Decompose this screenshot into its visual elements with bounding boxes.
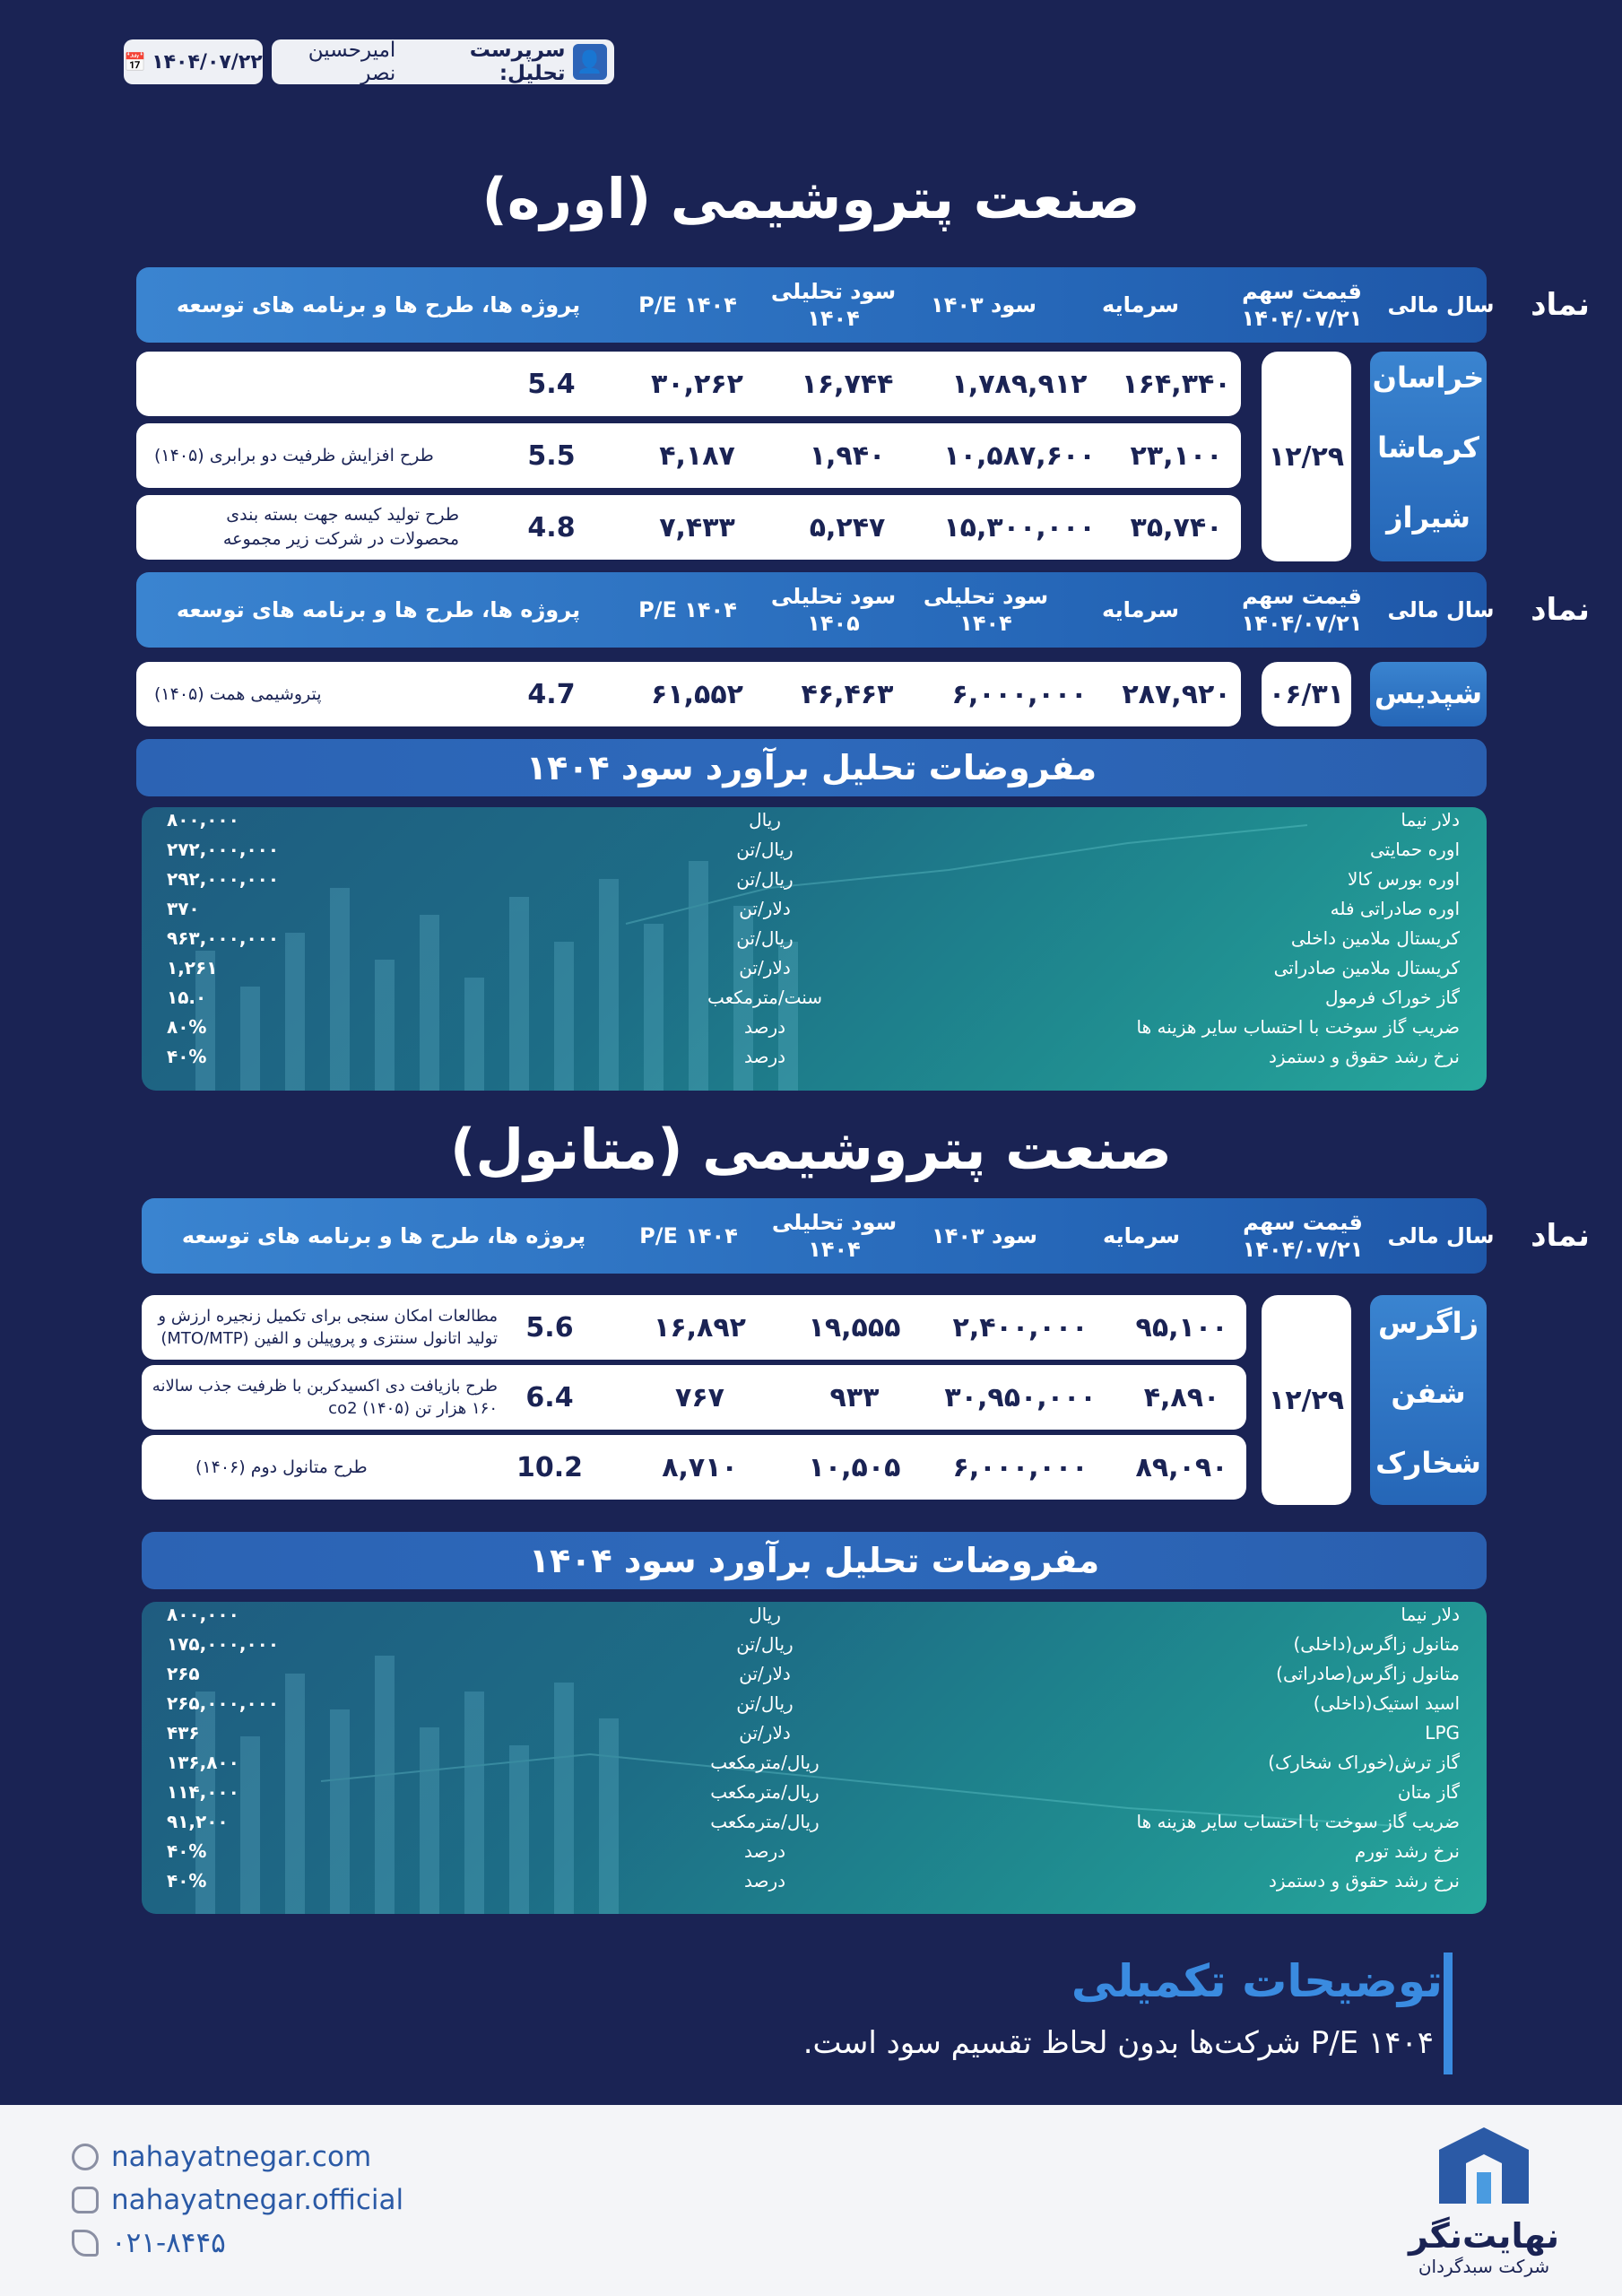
assumption-value: ۴۰% [167, 1870, 207, 1892]
header-price: قیمت سهم ۱۴۰۴/۰۷/۲۱ [1242, 1210, 1364, 1262]
section1-fiscal-year: ۱۲/۲۹ [1262, 352, 1351, 561]
section2-title: صنعت پتروشیمی (متانول) [450, 1117, 1172, 1182]
assumption-row [142, 1811, 1487, 1840]
header-price: قیمت سهم ۱۴۰۴/۰۷/۲۱ [1241, 279, 1363, 331]
header-fiscal-year: سال مالی [1387, 597, 1495, 622]
brand-subtitle: شرکت سبدگردان [1418, 2256, 1550, 2277]
globe-icon [72, 2144, 99, 2170]
header-namad: نماد [1531, 1217, 1590, 1254]
assumption-value: ۸۰۰,۰۰۰ [167, 809, 239, 831]
cell-price: ۳۵,۷۴۰ [1130, 511, 1223, 544]
assumption-unit: ریال/تن [736, 1633, 794, 1655]
cell-projects [154, 352, 459, 416]
assumption-label: اوره حمایتی [1370, 839, 1460, 860]
cell-pe: 10.2 [516, 1451, 584, 1483]
assumption-unit: ریال/تن [736, 839, 794, 860]
cell-pe: 4.8 [527, 511, 576, 544]
brand-name: نهایت‌نگر [1408, 2216, 1560, 2256]
assumption-unit: ریال/مترمکعب [710, 1752, 820, 1773]
assumption-value: ۹۱,۲۰۰ [167, 1811, 229, 1832]
cell-projects: طرح تولید کیسه جهت بسته بندی محصولات در شرکت زیر مجموعه [222, 505, 459, 549]
cell-capital: ۳۰,۹۵۰,۰۰۰ [944, 1381, 1097, 1413]
header-profit-1404: سود تحلیلی ۱۴۰۴ [771, 1210, 898, 1262]
header-pe: P/E ۱۴۰۴ [638, 292, 737, 317]
person-icon: 👤 [573, 44, 607, 80]
cell-price: ۲۳,۱۰۰ [1130, 439, 1223, 472]
section2-namad-column [1370, 1295, 1487, 1505]
header-profit-1403: سود ۱۴۰۳ [931, 292, 1037, 317]
header-profit-1404: سود تحلیلی ۱۴۰۴ [770, 279, 897, 331]
assumption-label: کریستال ملامین صادراتی [1273, 957, 1460, 978]
header-namad: نماد [1531, 591, 1590, 628]
header-profit-1404: سود تحلیلی ۱۴۰۴ [923, 584, 1049, 636]
namad-shafan: شفن [1391, 1376, 1466, 1410]
assumption-unit: دلار/تن [739, 957, 791, 978]
table-row [142, 1365, 1246, 1430]
cell-pe: 5.4 [527, 368, 576, 400]
assumption-label: نرخ رشد حقوق و دستمزد [1268, 1046, 1460, 1067]
assumption-label: نرخ رشد حقوق و دستمزد [1268, 1870, 1460, 1892]
shepdis-fiscal-year: ۰۶/۳۱ [1262, 662, 1351, 726]
cell-capital: ۱۰,۵۸۷,۶۰۰ [943, 439, 1096, 472]
cell-capital: ۲,۴۰۰,۰۰۰ [952, 1311, 1089, 1344]
assumption-label: متانول زاگرس(صادراتی) [1276, 1663, 1460, 1684]
assumption-row [142, 1016, 1487, 1046]
assumption-unit: دلار/تن [739, 1663, 791, 1684]
assumption-unit: دلار/تن [739, 898, 791, 919]
assumption-value: ۱۷۵,۰۰۰,۰۰۰ [167, 1633, 280, 1655]
cell-profit-1403: ۵,۲۴۷ [809, 511, 886, 544]
assumption-unit: ریال [749, 809, 781, 831]
footer [0, 2105, 1622, 2296]
section1-title: صنعت پتروشیمی (اوره) [481, 166, 1141, 231]
namad-shepdis: شپدیس [1374, 676, 1483, 710]
cell-projects: طرح متانول دوم (۱۴۰۶) [195, 1457, 368, 1477]
assumption-value: ۲۷۲,۰۰۰,۰۰۰ [167, 839, 280, 860]
header-capital: سرمایه [1102, 292, 1179, 317]
assumption-unit: دلار/تن [739, 1722, 791, 1744]
section2-assumptions-title: مفروضات تحلیل برآورد سود ۱۴۰۴ [142, 1532, 1487, 1589]
cell-projects: مطالعات امکان سنجی برای تکمیل زنجیره ارزش و تولید اتانول سنتزی و پروپیلن و الفین (MTO/MTP) [158, 1306, 498, 1348]
header-profit-1405: سود تحلیلی ۱۴۰۵ [770, 584, 897, 636]
assumption-label: گاز خوراک فرمول [1325, 987, 1460, 1008]
instagram-icon [72, 2187, 99, 2213]
report-date: ۱۴۰۴/۰۷/۲۲ [152, 50, 263, 74]
assumption-row [142, 927, 1487, 957]
assumption-row [142, 839, 1487, 868]
assumption-label: ضریب گاز سوخت با احتساب سایر هزینه ها [1136, 1811, 1460, 1832]
section1-assumptions-title: مفروضات تحلیل برآورد سود ۱۴۰۴ [136, 739, 1487, 796]
section2-table-header [142, 1198, 1590, 1274]
assumption-value: ۸۰۰,۰۰۰ [167, 1604, 239, 1625]
header-capital: سرمایه [1103, 1223, 1180, 1248]
website-text[interactable]: nahayatnegar.com [111, 2141, 372, 2173]
assumption-row [142, 868, 1487, 898]
assumption-row [142, 1840, 1487, 1870]
assumption-row [142, 1633, 1487, 1663]
header-projects: پروژه ها، طرح ها و برنامه های توسعه [176, 597, 581, 622]
assumption-value: ۱,۲۶۱ [167, 957, 218, 978]
assumption-label: ضریب گاز سوخت با احتساب سایر هزینه ها [1136, 1016, 1460, 1038]
notes-title: توضیحات تکمیلی [1071, 1955, 1443, 2007]
assumption-row [142, 898, 1487, 927]
header-capital: سرمایه [1102, 597, 1179, 622]
assumption-value: ۲۶۵ [167, 1663, 200, 1684]
phone-text[interactable]: ۰۲۱-۸۴۴۵ [111, 2227, 226, 2259]
date-box [124, 39, 263, 84]
header-projects: پروژه ها، طرح ها و برنامه های توسعه [181, 1223, 586, 1248]
assumption-row [142, 1663, 1487, 1692]
namad-shkharak: شخارک [1375, 1446, 1481, 1480]
assumption-label: نرخ رشد تورم [1354, 1840, 1460, 1862]
table-row [136, 352, 1241, 416]
assumption-row [142, 1604, 1487, 1633]
assumption-unit: درصد [743, 1046, 786, 1067]
section1-table-header [136, 267, 1590, 343]
assumption-value: ۲۶۵,۰۰۰,۰۰۰ [167, 1692, 280, 1714]
section1-assumptions-box [142, 807, 1487, 1091]
cell-profit-1404: ۷,۴۳۳ [659, 511, 735, 544]
cell-capital: ۶,۰۰۰,۰۰۰ [951, 678, 1088, 710]
header-pe: P/E ۱۴۰۴ [639, 1223, 738, 1248]
section1-namad-column [1370, 352, 1487, 561]
assumption-row [142, 1692, 1487, 1722]
assumption-value: ۴۰% [167, 1840, 207, 1862]
cell-price: ۴,۸۹۰ [1143, 1381, 1220, 1413]
assumption-row [142, 1870, 1487, 1900]
assumption-value: ۲۹۲,۰۰۰,۰۰۰ [167, 868, 280, 890]
assumption-label: اوره بورس کالا [1347, 868, 1460, 890]
assumption-label: دلار نیما [1401, 1604, 1460, 1625]
assumption-value: ۱۵.۰ [167, 987, 207, 1008]
cell-pe: 6.4 [525, 1381, 574, 1413]
assumption-unit: ریال/مترمکعب [710, 1811, 820, 1832]
cell-price: ۹۵,۱۰۰ [1135, 1311, 1228, 1344]
instagram-text[interactable]: nahayatnegar.official [111, 2184, 404, 2216]
assumption-row [142, 987, 1487, 1016]
top-info-bar [124, 39, 614, 84]
assumption-row [142, 809, 1487, 839]
phone-contact[interactable] [72, 2227, 226, 2259]
table-row [136, 423, 1241, 488]
assumption-unit: ریال/مترمکعب [710, 1781, 820, 1803]
analyst-label: سرپرست تحلیل: [469, 39, 566, 85]
assumption-row [142, 957, 1487, 987]
assumption-value: ۴۰% [167, 1046, 207, 1067]
cell-capital: ۱۵,۳۰۰,۰۰۰ [943, 511, 1096, 544]
header-pe: P/E ۱۴۰۴ [638, 597, 737, 622]
assumption-row [142, 1752, 1487, 1781]
cell-capital: ۶,۰۰۰,۰۰۰ [952, 1451, 1089, 1483]
cell-profit-1404: ۴۶,۴۶۳ [801, 678, 894, 710]
assumption-label: دلار نیما [1401, 809, 1460, 831]
namad-zagros: زاگرس [1377, 1306, 1479, 1340]
brand-block [1394, 2123, 1574, 2277]
cell-price: ۱۶۴,۳۴۰ [1122, 368, 1231, 400]
namad-shiraz: شیراز [1386, 500, 1470, 535]
section2-fiscal-year: ۱۲/۲۹ [1262, 1295, 1351, 1505]
cell-capital: ۱,۷۸۹,۹۱۲ [951, 368, 1088, 400]
cell-projects: پتروشیمی همت (۱۴۰۵) [154, 683, 322, 704]
assumption-label: کریستال ملامین داخلی [1290, 927, 1460, 949]
assumption-label: اسید استیک(داخلی) [1313, 1692, 1460, 1714]
assumption-label: متانول زاگرس(داخلی) [1293, 1633, 1460, 1655]
analyst-name: امیرحسین نصر [308, 39, 396, 85]
assumption-unit: ریال [749, 1604, 781, 1625]
assumption-value: ۳۷۰ [167, 898, 200, 919]
website-contact[interactable] [72, 2141, 371, 2173]
assumption-value: ۱۳۶,۸۰۰ [167, 1752, 239, 1773]
namad-khorasan: خراسان [1372, 361, 1485, 395]
cell-profit-1404: ۳۰,۲۶۲ [651, 368, 743, 400]
cell-projects: طرح افزایش ظرفیت دو برابری (۱۴۰۵) [154, 445, 434, 465]
assumption-value: ۸۰% [167, 1016, 207, 1038]
cell-pe: 4.7 [527, 678, 576, 710]
namad-shepdis-pill [1370, 662, 1487, 726]
cell-profit-1403: ۱,۹۴۰ [809, 439, 886, 472]
header-fiscal-year: سال مالی [1387, 1223, 1495, 1248]
notes-text: P/E ۱۴۰۴ شرکت‌ها بدون لحاظ تقسیم سود است. [802, 2025, 1434, 2061]
cell-profit-1404: ۴,۱۸۷ [659, 439, 735, 472]
assumption-value: ۱۱۴,۰۰۰ [167, 1781, 239, 1803]
cell-profit-1404: ۱۶,۸۹۲ [654, 1311, 746, 1344]
analyst-box [272, 39, 614, 84]
assumption-label: اوره صادراتی فله [1330, 898, 1460, 919]
cell-profit-1404: ۷۶۷ [675, 1381, 724, 1413]
instagram-contact[interactable] [72, 2184, 403, 2216]
calendar-icon: 📅 [124, 51, 147, 73]
assumption-unit: ریال/تن [736, 1692, 794, 1714]
assumption-label: گاز متان [1397, 1781, 1460, 1803]
assumption-unit: ریال/تن [736, 927, 794, 949]
cell-pe: 5.5 [527, 439, 576, 472]
cell-profit-1403: ۱۰,۵۰۵ [808, 1451, 901, 1483]
cell-profit-1404: ۸,۷۱۰ [662, 1451, 738, 1483]
cell-pe: 5.6 [525, 1311, 574, 1344]
phone-icon [72, 2230, 99, 2257]
header-fiscal-year: سال مالی [1387, 292, 1495, 317]
assumption-unit: ریال/تن [736, 868, 794, 890]
header-price: قیمت سهم ۱۴۰۴/۰۷/۲۱ [1241, 584, 1363, 636]
assumption-value: ۴۳۶ [167, 1722, 200, 1744]
header-projects: پروژه ها، طرح ها و برنامه های توسعه [176, 292, 581, 317]
assumption-row [142, 1722, 1487, 1752]
cell-projects: طرح بازیافت دی اکسیدکربن با ظرفیت جذب سالانه ۱۶۰ هزار تن co2 (۱۴۰۵) [152, 1376, 498, 1418]
cell-profit-1403: ۱۹,۵۵۵ [808, 1311, 901, 1344]
assumption-unit: درصد [743, 1870, 786, 1892]
cell-profit-1405: ۶۱,۵۵۲ [651, 678, 743, 710]
section1-table-header-2 [136, 572, 1590, 648]
table-row [136, 495, 1241, 560]
assumption-unit: سنت/مترمکعب [707, 987, 822, 1008]
assumption-row [142, 1781, 1487, 1811]
header-profit-1403: سود ۱۴۰۳ [932, 1223, 1037, 1248]
cell-price: ۸۹,۰۹۰ [1135, 1451, 1228, 1483]
cell-price: ۲۸۷,۹۲۰ [1122, 678, 1231, 710]
notes-accent-bar [1444, 1952, 1453, 2074]
cell-profit-1403: ۹۳۳ [829, 1381, 880, 1413]
namad-kermasha: کرماشا [1377, 430, 1479, 465]
assumption-unit: درصد [743, 1840, 786, 1862]
assumption-unit: درصد [743, 1016, 786, 1038]
brand-logo-icon [1430, 2123, 1538, 2213]
assumption-label: گاز ترش(خوراک شخارک) [1268, 1752, 1460, 1773]
assumption-row [142, 1046, 1487, 1075]
section2-assumptions-box [142, 1602, 1487, 1914]
table-row [142, 1295, 1246, 1360]
assumption-value: ۹۶۳,۰۰۰,۰۰۰ [167, 927, 280, 949]
table-row [136, 662, 1241, 726]
assumption-label: LPG [1425, 1722, 1460, 1744]
header-namad: نماد [1531, 286, 1590, 323]
table-row [142, 1435, 1246, 1500]
cell-profit-1403: ۱۶,۷۴۴ [801, 368, 894, 400]
